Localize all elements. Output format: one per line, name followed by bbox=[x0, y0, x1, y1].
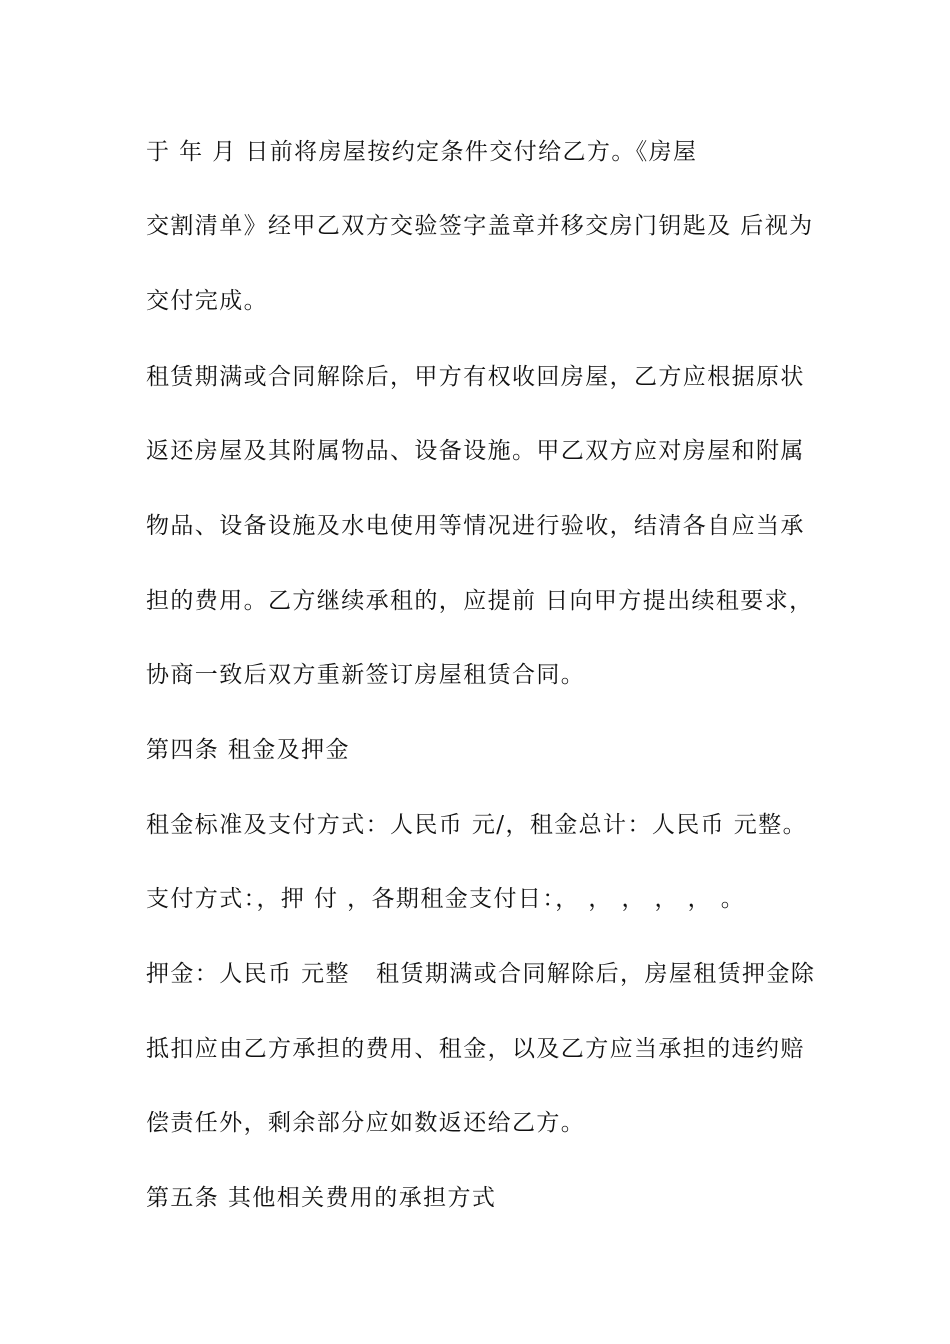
text-line-10: 租金标准及支付方式：人民币 元/，租金总计：人民币 元整。 bbox=[146, 812, 807, 838]
text-line-14: 偿责任外，剩余部分应如数返还给乙方。 bbox=[146, 1110, 586, 1136]
text-line-2: 交割清单》经甲乙双方交验签字盖章并移交房门钥匙及 后视为 bbox=[146, 213, 814, 239]
text-line-8: 协商一致后双方重新签订房屋租赁合同。 bbox=[146, 662, 586, 688]
text-line-1: 于 年 月 日前将房屋按约定条件交付给乙方。《房屋 bbox=[146, 139, 698, 165]
section-heading-article-4: 第四条 租金及押金 bbox=[146, 737, 350, 763]
text-line-5: 返还房屋及其附属物品、设备设施。甲乙双方应对房屋和附属 bbox=[146, 438, 805, 464]
text-line-11: 支付方式：，押 付 ，各期租金支付日：， ， ， ， ， 。 bbox=[146, 886, 746, 912]
section-heading-article-5: 第五条 其他相关费用的承担方式 bbox=[146, 1185, 497, 1211]
text-line-12: 押金：人民币 元整 租赁期满或合同解除后，房屋租赁押金除 bbox=[146, 961, 816, 987]
text-line-7: 担的费用。乙方继续承租的，应提前 日向甲方提出续租要求， bbox=[146, 588, 814, 614]
text-line-6: 物品、设备设施及水电使用等情况进行验收，结清各自应当承 bbox=[146, 513, 805, 539]
text-line-3: 交付完成。 bbox=[146, 288, 268, 314]
text-line-4: 租赁期满或合同解除后，甲方有权收回房屋，乙方应根据原状 bbox=[146, 364, 805, 390]
text-line-13: 抵扣应由乙方承担的费用、租金，以及乙方应当承担的违约赔 bbox=[146, 1036, 805, 1062]
